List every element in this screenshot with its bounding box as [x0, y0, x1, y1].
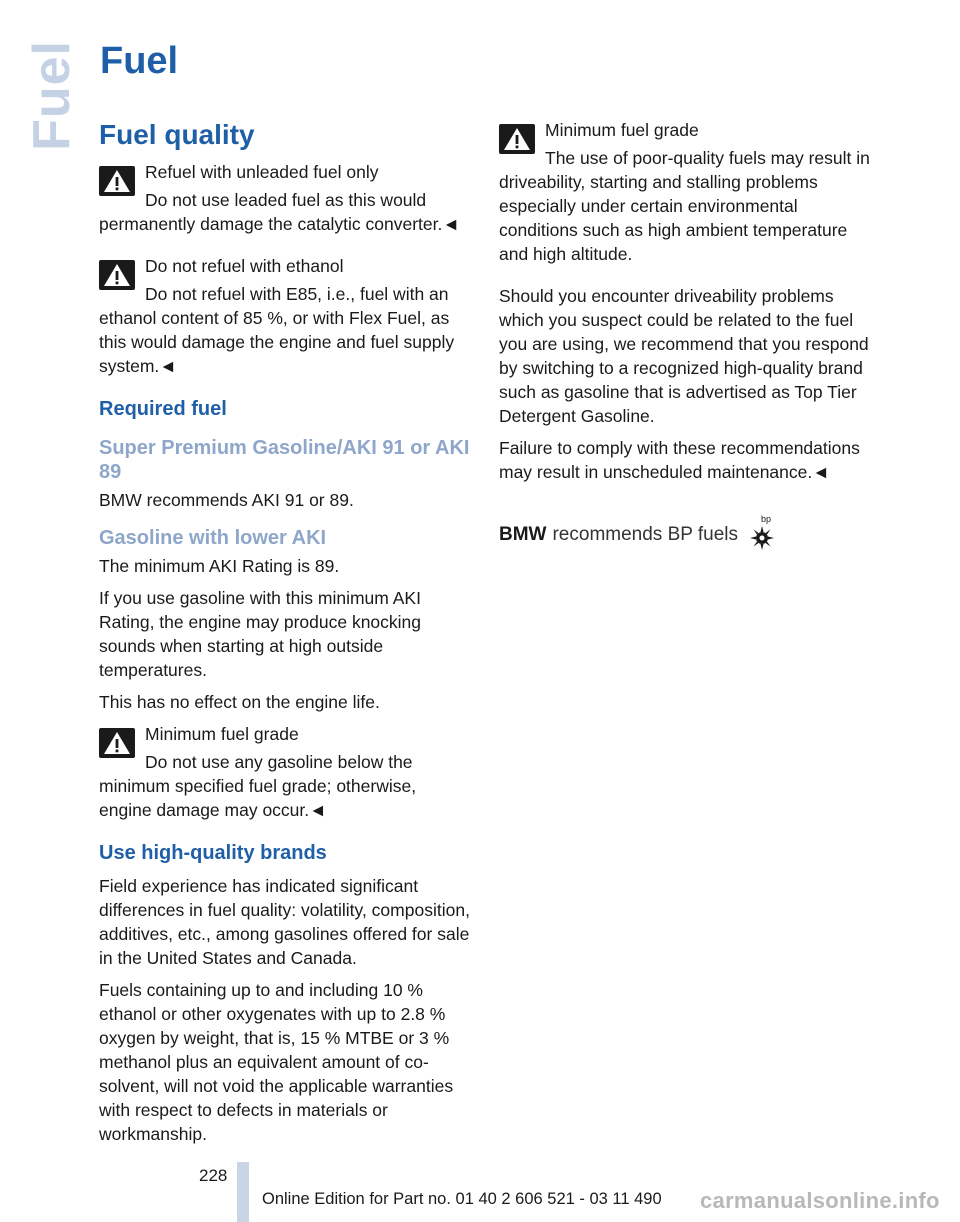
- warning-title: Minimum fuel grade: [145, 724, 299, 744]
- bp-logo-icon: [748, 514, 778, 552]
- warning-body: Do not use any gasoline below the minimum specified fuel grade; otherwise, engine damage may occur.◄: [99, 752, 417, 820]
- paragraph: Failure to comply with these recommendations may result in unscheduled maintenance.◄: [499, 438, 860, 482]
- bp-recommendation: [499, 515, 871, 555]
- heading-super-premium: Super Premium Gasoline/AKI 91 or AKI 89: [99, 437, 470, 483]
- paragraph: Field experience has indicated significant differences in fuel quality: volatility, composition, additives, etc., among gasolines offered for sale in the United States and Canada.: [99, 876, 470, 968]
- warning-title: Refuel with unleaded fuel only: [145, 162, 379, 182]
- paragraph: The minimum AKI Rating is 89.: [99, 556, 340, 576]
- warning-triangle-icon: [99, 166, 135, 196]
- warning-title: Do not refuel with ethanol: [145, 256, 344, 276]
- warning-body: The use of poor-quality fuels may result in driveability, starting and stalling problems especially under certain environmental conditions such as high ambient temperature and high altitude.: [499, 148, 870, 264]
- footer-edition: Online Edition for Part no. 01 40 2 606 521 - 03 11 490: [262, 1190, 662, 1208]
- warning-minimum-grade: [99, 722, 471, 822]
- warning-body: Do not refuel with E85, i.e., fuel with an ethanol content of 85 %, or with Flex Fuel, as this would damage the engine and fuel supply system.◄: [99, 284, 455, 376]
- footer-bar: [237, 1162, 249, 1222]
- paragraph: If you use gasoline with this minimum AKI Rating, the engine may produce knocking sounds when starting at high outside temperatures.: [99, 588, 422, 680]
- right-column: [499, 118, 871, 492]
- bp-recommendation-text: recommends BP fuels: [552, 524, 738, 545]
- warning-poor-quality: [499, 118, 871, 266]
- side-tab-label: Fuel: [23, 40, 81, 151]
- heading-lower-aki: Gasoline with lower AKI: [99, 527, 327, 549]
- page-number: 228: [199, 1166, 228, 1185]
- paragraph: BMW recommends AKI 91 or 89.: [99, 490, 354, 510]
- paragraph: Should you encounter driveability problems which you suspect could be related to the fuel you are using, we recommend that you respond by switching to a recognized high-quality brand such as gasoline that is advertised as Top Tier Detergent Gasoline.: [499, 286, 869, 426]
- warning-triangle-icon: [499, 124, 535, 154]
- left-column: [99, 118, 471, 1154]
- paragraph: Fuels containing up to and including 10 % ethanol or other oxygenates with up to 2.8 % oxygen by weight, that is, 15 % MTBE or 3 % methanol plus an equivalent amount of co-solvent, will not void the applicable warranties with respect to defects in materials or workmanship.: [99, 980, 454, 1144]
- bmw-brand-text: BMW: [499, 524, 547, 545]
- section-title-fuel-quality: Fuel quality: [99, 119, 255, 150]
- warning-body: Do not use leaded fuel as this would permanently damage the catalytic converter.◄: [99, 190, 460, 234]
- watermark: carmanualsonline.info: [700, 1188, 940, 1213]
- page-title: Fuel: [100, 40, 179, 82]
- heading-required-fuel: Required fuel: [99, 398, 227, 420]
- warning-triangle-icon: [99, 728, 135, 758]
- warning-ethanol: [99, 254, 471, 378]
- heading-high-quality-brands: Use high-quality brands: [99, 842, 327, 864]
- bp-logo-label: bp: [761, 514, 772, 524]
- paragraph: This has no effect on the engine life.: [99, 692, 380, 712]
- warning-unleaded: [99, 160, 471, 236]
- warning-title: Minimum fuel grade: [545, 120, 699, 140]
- warning-triangle-icon: [99, 260, 135, 290]
